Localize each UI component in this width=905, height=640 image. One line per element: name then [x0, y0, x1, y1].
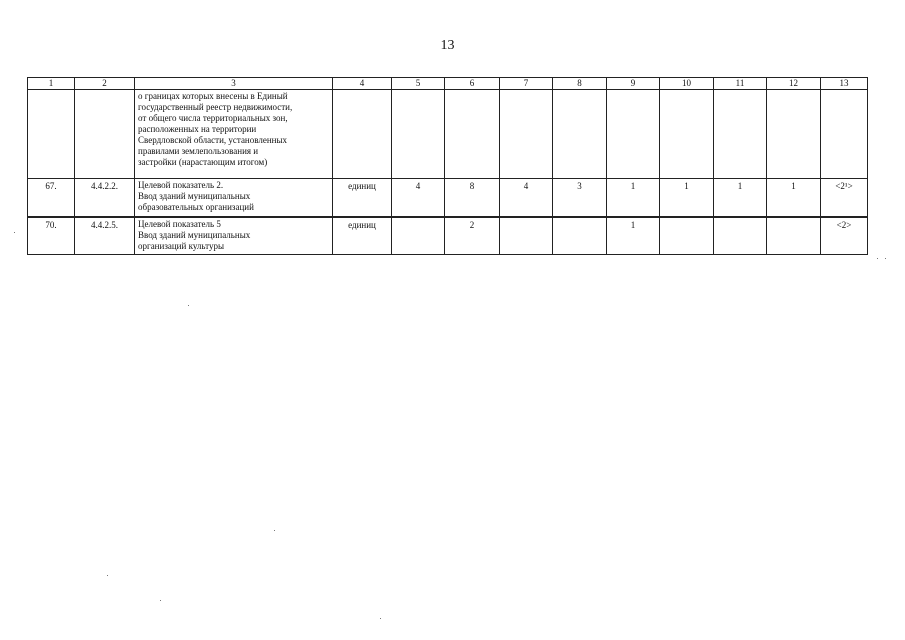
value-cell: 8: [445, 179, 500, 218]
indicator-text-line: о границах которых внесены в Единый: [138, 91, 288, 101]
value-cell: 1: [607, 179, 660, 218]
indicator-text-line: организаций культуры: [138, 241, 225, 251]
scan-speck: [274, 530, 275, 531]
scan-speck: [885, 258, 886, 259]
unit-cell: единиц: [333, 217, 392, 255]
indicator-text-cell: [135, 179, 333, 218]
column-number-header: 13: [821, 78, 868, 90]
table-row: [28, 217, 868, 255]
empty-cell: [607, 90, 660, 179]
column-number-header: 6: [445, 78, 500, 90]
value-cell: [553, 217, 607, 255]
value-cell: [392, 217, 445, 255]
empty-cell: [553, 90, 607, 179]
column-number-header: 1: [28, 78, 75, 90]
empty-cell: [767, 90, 821, 179]
value-cell: [500, 217, 553, 255]
indicator-text-cell: [135, 90, 333, 179]
note-cell: <2¹>: [821, 179, 868, 218]
column-number-header: 11: [714, 78, 767, 90]
indicator-text-line: Целевой показатель 5: [138, 219, 221, 229]
column-number-header: 2: [75, 78, 135, 90]
row-number-cell: 67.: [28, 179, 75, 218]
row-code-cell: 4.4.2.5.: [75, 217, 135, 255]
page-number: 13: [440, 38, 455, 53]
indicator-text-line: образовательных организаций: [138, 202, 254, 212]
indicator-text-cell: [135, 217, 333, 255]
value-cell: 4: [392, 179, 445, 218]
indicator-text-line: государственный реестр недвижимости,: [138, 102, 293, 112]
value-cell: 1: [714, 179, 767, 218]
indicator-text-line: расположенных на территории: [138, 124, 257, 134]
table-header-row: [28, 78, 868, 90]
value-cell: 1: [607, 217, 660, 255]
empty-cell: [28, 90, 75, 179]
indicator-text-line: Ввод зданий муниципальных: [138, 230, 251, 240]
indicator-text-line: от общего числа территориальных зон,: [138, 113, 288, 123]
value-cell: 2: [445, 217, 500, 255]
indicator-text-line: застройки (нарастающим итогом): [138, 157, 268, 167]
value-cell: 3: [553, 179, 607, 218]
value-cell: [660, 217, 714, 255]
value-cell: [767, 217, 821, 255]
unit-cell: единиц: [333, 179, 392, 218]
scan-speck: [160, 600, 161, 601]
value-cell: 4: [500, 179, 553, 218]
empty-cell: [75, 90, 135, 179]
value-cell: 1: [660, 179, 714, 218]
indicator-text-line: правилами землепользования и: [138, 146, 259, 156]
note-cell: <2>: [821, 217, 868, 255]
value-cell: 1: [767, 179, 821, 218]
column-number-header: 5: [392, 78, 445, 90]
empty-cell: [392, 90, 445, 179]
scan-speck: [107, 575, 108, 576]
scan-speck: [188, 305, 189, 306]
scan-speck: [380, 618, 381, 619]
column-number-header: 8: [553, 78, 607, 90]
scan-speck: [14, 232, 15, 233]
table-row: [28, 179, 868, 218]
column-number-header: 9: [607, 78, 660, 90]
column-number-header: 4: [333, 78, 392, 90]
value-cell: [714, 217, 767, 255]
indicators-table: [27, 77, 868, 255]
empty-cell: [445, 90, 500, 179]
empty-cell: [821, 90, 868, 179]
indicator-text-line: Целевой показатель 2.: [138, 180, 224, 190]
row-number-cell: 70.: [28, 217, 75, 255]
empty-cell: [714, 90, 767, 179]
column-number-header: 12: [767, 78, 821, 90]
row-code-cell: 4.4.2.2.: [75, 179, 135, 218]
column-number-header: 7: [500, 78, 553, 90]
empty-cell: [333, 90, 392, 179]
column-number-header: 3: [135, 78, 333, 90]
indicator-text-line: Ввод зданий муниципальных: [138, 191, 251, 201]
column-number-header: 10: [660, 78, 714, 90]
empty-cell: [660, 90, 714, 179]
empty-cell: [500, 90, 553, 179]
table-row-continuation: [28, 90, 868, 179]
scan-speck: [877, 258, 878, 259]
indicator-text-line: Свердловской области, установленных: [138, 135, 288, 145]
